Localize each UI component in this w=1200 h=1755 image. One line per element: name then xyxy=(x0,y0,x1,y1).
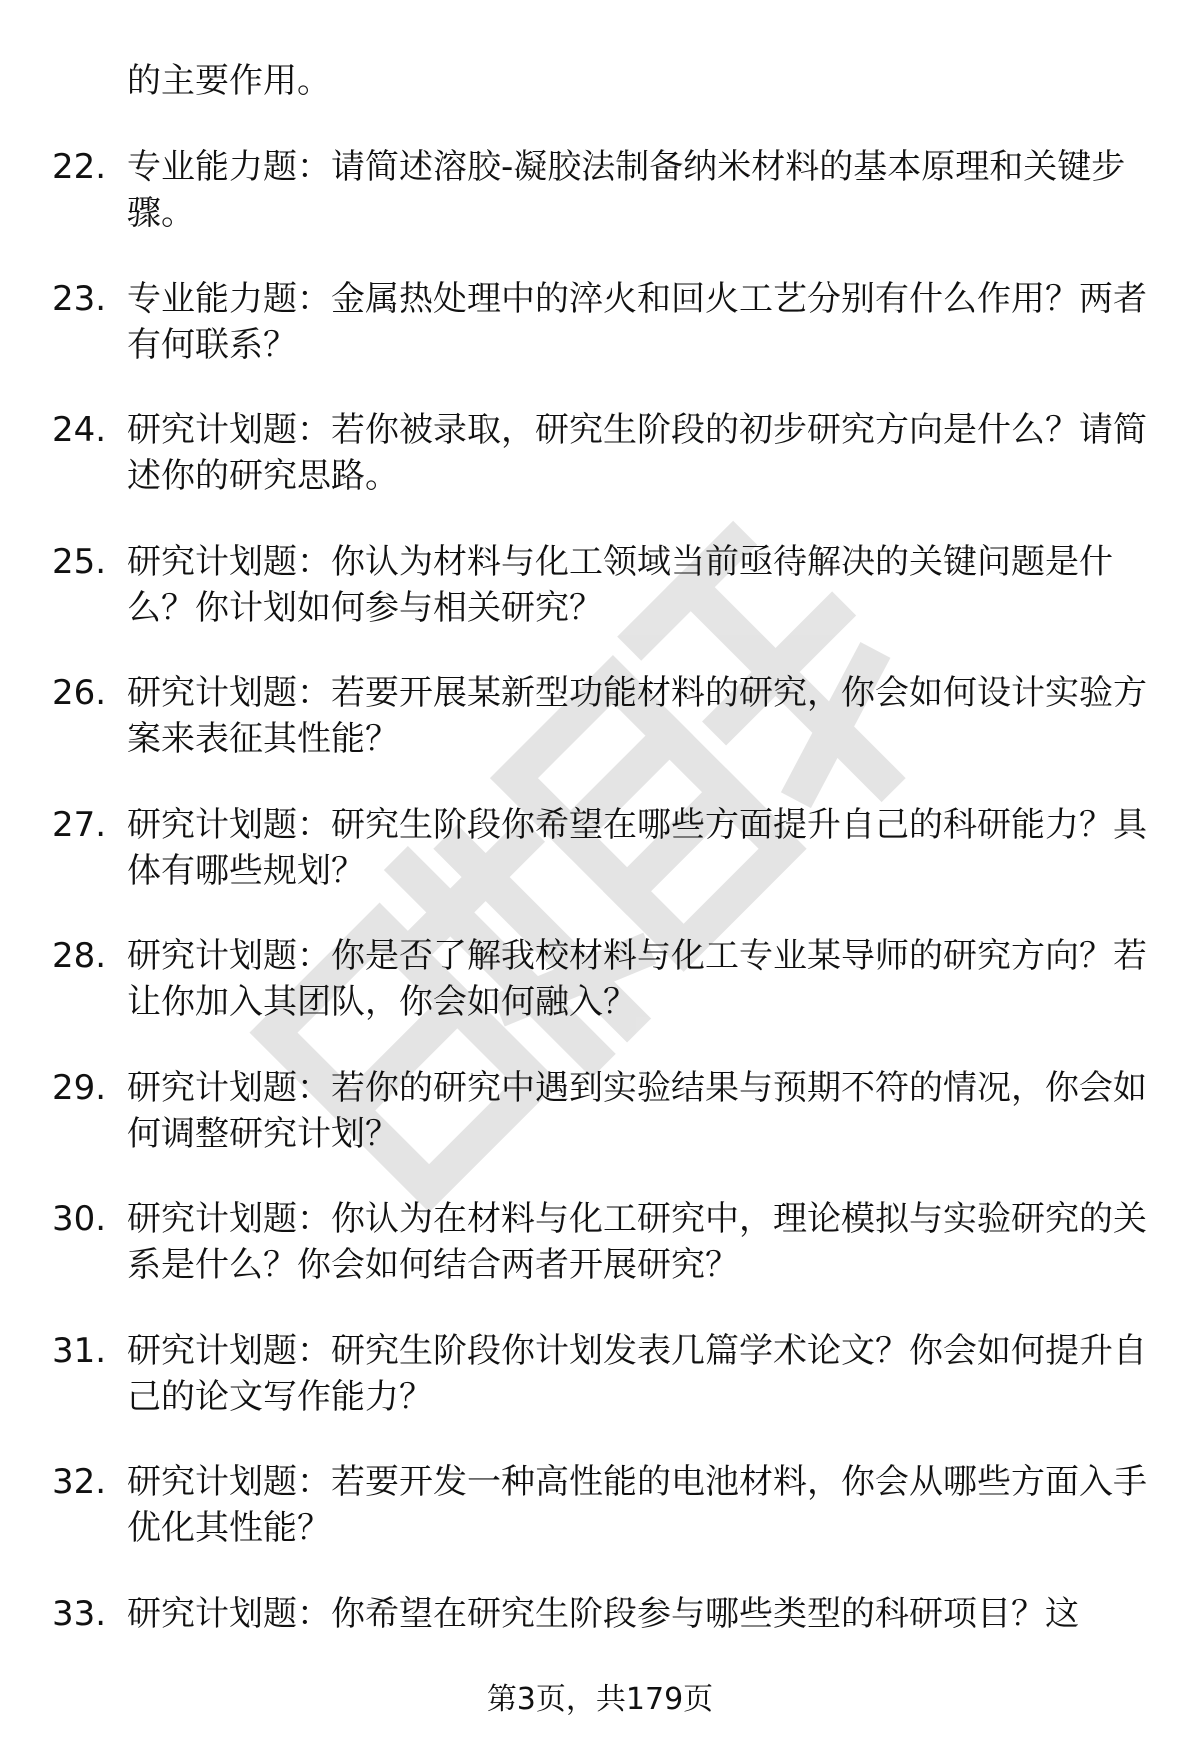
question-text: 研究计划题：研究生阶段你希望在哪些方面提升自己的科研能力？具体有哪些规划？ xyxy=(127,804,1147,891)
question-list xyxy=(0,144,1200,1722)
question-text: 研究计划题：你认为材料与化工领域当前亟待解决的关键问题是什么？你计划如何参与相关研究？ xyxy=(127,541,1113,628)
list-item xyxy=(0,1196,1200,1328)
list-item xyxy=(0,802,1200,934)
question-text: 研究计划题：研究生阶段你计划发表几篇学术论文？你会如何提升自己的论文写作能力？ xyxy=(127,1330,1147,1417)
question-text: 研究计划题：若你被录取，研究生阶段的初步研究方向是什么？请简述你的研究思路。 xyxy=(127,410,1147,496)
list-item xyxy=(0,539,1200,671)
list-item xyxy=(0,276,1200,408)
question-text: 研究计划题：若你的研究中遇到实验结果与预期不符的情况，你会如何调整研究计划？ xyxy=(127,1067,1147,1154)
list-item xyxy=(0,144,1200,276)
question-number: 28. xyxy=(52,936,107,976)
question-number: 24. xyxy=(52,410,107,450)
question-text: 专业能力题：请简述溶胶-凝胶法制备纳米材料的基本原理和关键步骤。 xyxy=(127,147,1126,233)
question-number: 29. xyxy=(52,1067,107,1108)
question-text: 研究计划题：你希望在研究生阶段参与哪些类型的科研项目？这 xyxy=(127,1593,1079,1634)
question-number: 23. xyxy=(52,278,107,319)
question-number: 32. xyxy=(52,1462,107,1502)
question-number: 30. xyxy=(52,1199,107,1239)
list-item xyxy=(0,1459,1200,1591)
question-number: 31. xyxy=(52,1330,107,1371)
question-text: 专业能力题：金属热处理中的淬火和回火工艺分别有什么作用？两者有何联系？ xyxy=(127,278,1147,365)
question-number: 27. xyxy=(52,804,107,845)
question-text: 研究计划题：若要开展某新型功能材料的研究，你会如何设计实验方案来表征其性能？ xyxy=(127,673,1147,759)
question-number: 33. xyxy=(52,1593,107,1634)
question-number: 26. xyxy=(52,673,107,713)
question-text: 研究计划题：若要开发一种高性能的电池材料，你会从哪些方面入手优化其性能？ xyxy=(127,1462,1147,1548)
question-text: 研究计划题：你是否了解我校材料与化工专业某导师的研究方向？若让你加入其团队，你会如何融入？ xyxy=(127,936,1147,1022)
list-item xyxy=(0,1328,1200,1460)
list-item xyxy=(0,407,1200,539)
question-text: 研究计划题：你认为在材料与化工研究中，理论模拟与实验研究的关系是什么？你会如何结合两者开展研究？ xyxy=(127,1199,1147,1285)
list-item xyxy=(0,1065,1200,1197)
continuation-text: 的主要作用。 xyxy=(127,61,331,101)
page-footer: 第3页，共179页 xyxy=(486,1682,714,1717)
question-number: 22. xyxy=(52,147,107,187)
list-item xyxy=(0,933,1200,1065)
question-number: 25. xyxy=(52,541,107,582)
list-item xyxy=(0,670,1200,802)
